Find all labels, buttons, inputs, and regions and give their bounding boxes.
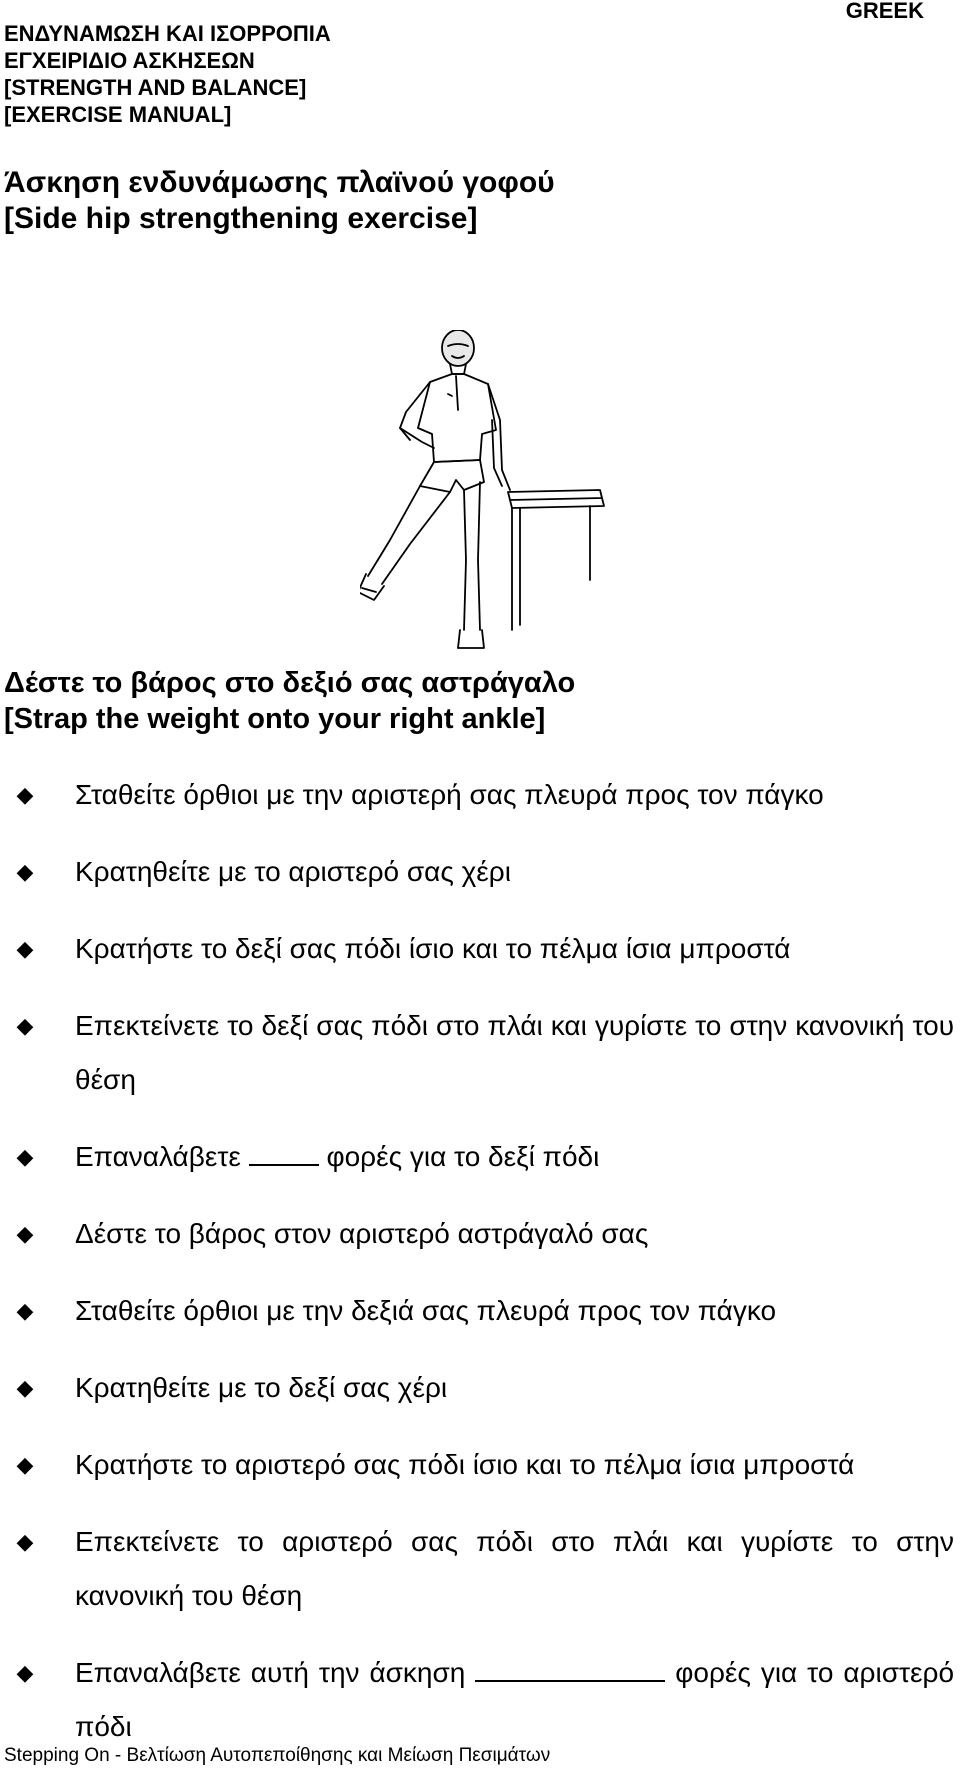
diamond-bullet-icon: ◆ xyxy=(16,1375,34,1400)
header-title-gr: ΕΝΔΥΝΑΜΩΣΗ ΚΑΙ ΙΣΟΡΡΟΠΙΑ xyxy=(4,21,331,46)
step-text-before: Επαναλάβετε xyxy=(75,1141,241,1172)
header-subtitle-en: [EXERCISE MANUAL] xyxy=(4,102,232,127)
step-10 xyxy=(0,1515,960,1623)
step-text: Επεκτείνετε το δεξί σας πόδι στο πλάι και γυρίστε το στην κανονική του θέση xyxy=(75,1010,954,1095)
diamond-bullet-icon: ◆ xyxy=(16,936,34,961)
step-text: Κρατηθείτε με το δεξί σας χέρι xyxy=(75,1372,448,1403)
step-text-after: φορές για το αριστερό πόδι xyxy=(75,1657,955,1742)
header-title-en: [STRENGTH AND BALANCE] xyxy=(4,75,307,100)
repetitions-blank-left xyxy=(475,1652,665,1682)
diamond-bullet-icon: ◆ xyxy=(16,782,34,807)
step-text: Σταθείτε όρθιοι με την δεξιά σας πλευρά προς τον πάγκο xyxy=(75,1295,777,1326)
exercise-subtitle xyxy=(4,665,575,737)
diamond-bullet-icon: ◆ xyxy=(16,1013,34,1038)
step-8 xyxy=(0,1361,960,1415)
exercise-subtitle-gr: Δέστε το βάρος στο δεξιό σας αστράγαλο xyxy=(4,667,576,699)
step-4 xyxy=(0,999,960,1107)
diamond-bullet-icon: ◆ xyxy=(16,859,34,884)
step-text: Επεκτείνετε το αριστερό σας πόδι στο πλάι και γυρίστε το στην κανονική του θέση xyxy=(75,1526,954,1611)
step-text-after: φορές για το δεξί πόδι xyxy=(326,1141,600,1172)
step-3 xyxy=(0,922,960,976)
diamond-bullet-icon: ◆ xyxy=(16,1660,34,1685)
exercise-title-en: [Side hip strengthening exercise] xyxy=(4,202,478,235)
step-1 xyxy=(0,768,960,822)
step-6 xyxy=(0,1207,960,1261)
repetitions-blank-right xyxy=(249,1136,319,1166)
step-7 xyxy=(0,1284,960,1338)
manual-header xyxy=(4,20,331,128)
page-footer: Stepping On - Βελτίωση Αυτοπεποίθησης και Μείωση Πεσιμάτων xyxy=(4,1745,551,1766)
language-label: GREEK xyxy=(845,0,924,23)
step-2 xyxy=(0,845,960,899)
diamond-bullet-icon: ◆ xyxy=(16,1144,34,1169)
step-9 xyxy=(0,1438,960,1492)
step-text: Κρατηθείτε με το αριστερό σας χέρι xyxy=(75,856,511,887)
exercise-title xyxy=(4,165,555,237)
exercise-title-gr: Άσκηση ενδυνάμωσης πλαϊνού γοφού xyxy=(4,166,555,199)
step-text: Κρατήστε το αριστερό σας πόδι ίσιο και το πέλμα ίσια μπροστά xyxy=(75,1449,855,1480)
exercise-illustration xyxy=(360,330,620,650)
diamond-bullet-icon: ◆ xyxy=(16,1529,34,1554)
bench-illustration xyxy=(508,490,604,630)
header-subtitle-gr: ΕΓΧΕΙΡΙΔΙΟ ΑΣΚΗΣΕΩΝ xyxy=(4,48,255,73)
step-text-before: Επαναλάβετε αυτή την άσκηση xyxy=(75,1657,466,1688)
diamond-bullet-icon: ◆ xyxy=(16,1298,34,1323)
diamond-bullet-icon: ◆ xyxy=(16,1221,34,1246)
step-5 xyxy=(0,1130,960,1184)
step-text: Κρατήστε το δεξί σας πόδι ίσιο και το πέλμα ίσια μπροστά xyxy=(75,933,791,964)
step-text: Δέστε το βάρος στον αριστερό αστράγαλό σας xyxy=(75,1218,649,1249)
step-text: Σταθείτε όρθιοι με την αριστερή σας πλευρά προς τον πάγκο xyxy=(75,779,824,810)
step-11 xyxy=(0,1646,960,1754)
diamond-bullet-icon: ◆ xyxy=(16,1452,34,1477)
exercise-subtitle-en: [Strap the weight onto your right ankle] xyxy=(4,703,546,735)
woman-figure xyxy=(360,330,510,648)
steps-list xyxy=(0,768,960,1777)
